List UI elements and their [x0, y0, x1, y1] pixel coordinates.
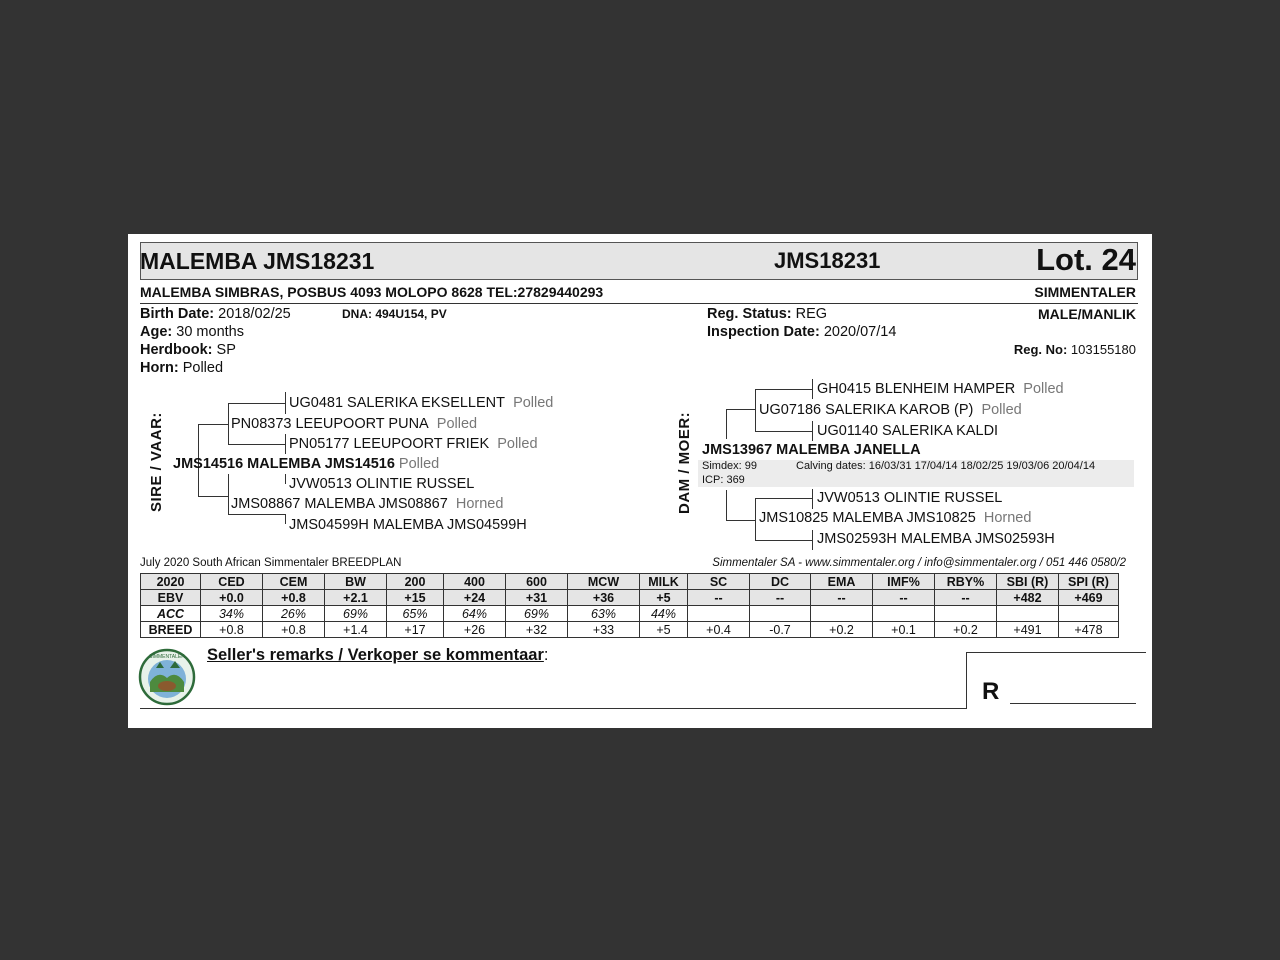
dam-ggd1: [817, 423, 998, 439]
acc-cell: [997, 606, 1059, 622]
dam-tree-line: [726, 490, 727, 520]
pedigree-name: JVW0513 OLINTIE RUSSEL: [289, 476, 475, 492]
association-logo-icon: [138, 648, 196, 706]
breedplan-note: July 2020 South African Simmentaler BREEDPLAN: [140, 557, 402, 569]
horn-value: Polled: [182, 360, 224, 376]
ebv-cell: +0.8: [263, 590, 325, 606]
acc-cell: [811, 606, 873, 622]
pedigree-name: UG07186 SALERIKA KAROB (P): [759, 402, 974, 418]
sire-tree-line: [228, 444, 286, 445]
ebv-cell: EBV: [141, 590, 201, 606]
ebv-cell: +31: [506, 590, 568, 606]
pedigree-horn: Polled: [436, 416, 478, 432]
sire-tree-line: [228, 474, 229, 514]
acc-cell: 65%: [387, 606, 444, 622]
ebv-cell: +469: [1059, 590, 1119, 606]
birth-date-label: Birth Date:: [140, 306, 215, 322]
inspection-date-label: Inspection Date:: [707, 324, 820, 340]
ebv-col-header: BW: [325, 574, 387, 590]
sire-tree-line: [198, 424, 228, 425]
pedigree-name: JMS08867 MALEMBA JMS08867: [231, 496, 448, 512]
animal-code: JMS18231: [774, 248, 881, 273]
ebv-col-header: 600: [506, 574, 568, 590]
ebv-col-header: MCW: [568, 574, 640, 590]
ebv-col-header: 2020: [141, 574, 201, 590]
sire-gd1: [231, 496, 503, 512]
ebv-header-row: [141, 574, 1119, 590]
owner-divider: [140, 303, 1138, 304]
dam-tree-line: [755, 389, 756, 431]
acc-cell: 44%: [640, 606, 688, 622]
sire-tree-line: [198, 496, 228, 497]
dam-ggs1: [817, 381, 1064, 397]
breed-cell: +32: [506, 622, 568, 638]
ebv-col-header: 200: [387, 574, 444, 590]
breed-cell: +1.4: [325, 622, 387, 638]
acc-cell: [750, 606, 811, 622]
sire-ggd2: [289, 517, 527, 533]
sire-tree-line: [285, 514, 286, 524]
pedigree-horn: Polled: [1023, 381, 1064, 397]
ebv-cell: --: [873, 590, 935, 606]
acc-cell: [1059, 606, 1119, 622]
dna-info: DNA: 494U154, PV: [342, 307, 447, 321]
breed-cell: +33: [568, 622, 640, 638]
ebv-table: [140, 573, 1119, 638]
ebv-cell: +15: [387, 590, 444, 606]
herdbook-value: SP: [216, 342, 236, 358]
birth-date: [140, 306, 291, 322]
pedigree-horn: Horned: [455, 496, 504, 512]
ebv-cell: +2.1: [325, 590, 387, 606]
dam: JMS13967 MALEMBA JANELLA: [702, 442, 921, 458]
pedigree-name: PN08373 LEEUPOORT PUNA: [231, 416, 429, 432]
breed-cell: +0.2: [811, 622, 873, 638]
ebv-cell: +24: [444, 590, 506, 606]
reg-no-value: 103155180: [1070, 342, 1136, 357]
acc-cell: 26%: [263, 606, 325, 622]
reg-no-label: Reg. No:: [1013, 342, 1068, 357]
inspection-date-value: 2020/07/14: [823, 324, 897, 340]
dam-tree-line: [755, 389, 813, 390]
inspection-date: [707, 324, 896, 340]
dam-tree-line: [812, 379, 813, 399]
pedigree-name: JMS14516 MALEMBA JMS14516: [173, 456, 395, 472]
pedigree-name: JMS04599H MALEMBA JMS04599H: [289, 517, 527, 533]
dam-ggs2: [817, 490, 1002, 506]
pedigree-horn: Polled: [398, 456, 440, 472]
sire-tree-line: [228, 403, 229, 444]
ebv-cell: --: [688, 590, 750, 606]
ebv-cell: --: [811, 590, 873, 606]
sire-ggs1: [289, 395, 553, 411]
acc-row: [141, 606, 1119, 622]
sire-tree-line: [285, 434, 286, 454]
dam-tree-line: [726, 409, 756, 410]
price-box-left: [966, 652, 967, 709]
sire: [173, 456, 439, 472]
sellers-remarks-label: Seller's remarks / Verkoper se kommentaar: [207, 646, 544, 664]
breed-cell: +5: [640, 622, 688, 638]
breed-cell: +0.2: [935, 622, 997, 638]
sire-ggs2: [289, 476, 474, 492]
acc-cell: [873, 606, 935, 622]
dam-label: DAM / MOER:: [676, 411, 693, 514]
ebv-col-header: RBY%: [935, 574, 997, 590]
dam-tree-line: [812, 421, 813, 441]
ebv-cell: +482: [997, 590, 1059, 606]
ebv-col-header: 400: [444, 574, 506, 590]
pedigree-name: PN05177 LEEUPOORT FRIEK: [289, 436, 490, 452]
acc-cell: 63%: [568, 606, 640, 622]
pedigree-name: JMS02593H MALEMBA JMS02593H: [817, 531, 1055, 547]
breed-cell: +0.1: [873, 622, 935, 638]
pedigree-name: GH0415 BLENHEIM HAMPER: [817, 381, 1016, 397]
acc-cell: 34%: [201, 606, 263, 622]
dam-gs1: [759, 402, 1022, 418]
acc-cell: 69%: [506, 606, 568, 622]
breed-row: [141, 622, 1119, 638]
price-label: R: [982, 678, 1000, 705]
ebv-cell: +5: [640, 590, 688, 606]
sire-gs1: [231, 416, 477, 432]
breed-cell: -0.7: [750, 622, 811, 638]
reg-status: [707, 306, 827, 322]
association-contact: Simmentaler SA - www.simmentaler.org / info@simmentaler.org / 051 446 0580/2: [712, 557, 1126, 569]
ebv-cell: --: [935, 590, 997, 606]
ebv-col-header: MILK: [640, 574, 688, 590]
ebv-cell: +0.0: [201, 590, 263, 606]
price-input-line: [1010, 703, 1136, 704]
lot-number: Lot. 24: [1036, 242, 1136, 277]
reg-status-label: Reg. Status:: [707, 306, 792, 322]
pedigree-horn: Polled: [497, 436, 538, 452]
breed-cell: +26: [444, 622, 506, 638]
breed-name: SIMMENTALER: [1034, 284, 1136, 300]
dam-tree-line: [726, 409, 727, 439]
breed-cell: +0.8: [263, 622, 325, 638]
herdbook: [140, 342, 236, 358]
breed-cell: +478: [1059, 622, 1119, 638]
icp: ICP: 369: [702, 474, 745, 486]
pedigree-name: JMS10825 MALEMBA JMS10825: [759, 510, 976, 526]
acc-cell: 64%: [444, 606, 506, 622]
age-label: Age:: [140, 324, 173, 340]
sellers-remarks: [207, 646, 548, 665]
ebv-col-header: CEM: [263, 574, 325, 590]
pedigree-horn: Polled: [513, 395, 554, 411]
svg-text:SIMMENTALER: SIMMENTALER: [149, 654, 185, 660]
pedigree-name: UG0481 SALERIKA EKSELLENT: [289, 395, 505, 411]
ebv-col-header: EMA: [811, 574, 873, 590]
price-box-top: [966, 652, 1146, 653]
sire-label: SIRE / VAAR:: [148, 412, 165, 512]
breed-cell: +17: [387, 622, 444, 638]
dam-ggd2: [817, 531, 1055, 547]
dam-tree-line: [812, 530, 813, 550]
reg-no: [1014, 342, 1136, 357]
ebv-cell: +36: [568, 590, 640, 606]
sire-tree-line: [228, 514, 286, 515]
dam-tree-line: [755, 498, 756, 540]
ebv-cell: --: [750, 590, 811, 606]
breed-cell: +0.8: [201, 622, 263, 638]
age: [140, 324, 244, 340]
herdbook-label: Herdbook:: [140, 342, 213, 358]
ebv-col-header: SBI (R): [997, 574, 1059, 590]
dam-gd1: [759, 510, 1031, 526]
lot-card: [128, 234, 1152, 728]
animal-name: MALEMBA JMS18231: [140, 248, 375, 274]
ebv-col-header: CED: [201, 574, 263, 590]
dam-tree-line: [726, 520, 756, 521]
ebv-col-header: SPI (R): [1059, 574, 1119, 590]
acc-cell: ACC: [141, 606, 201, 622]
remarks-bottom-line: [140, 708, 966, 709]
sire-tree-line: [285, 392, 286, 414]
sex: MALE/MANLIK: [1038, 306, 1136, 322]
ebv-col-header: DC: [750, 574, 811, 590]
horn-label: Horn:: [140, 360, 179, 376]
breed-cell: +0.4: [688, 622, 750, 638]
reg-status-value: REG: [795, 306, 828, 322]
dam-tree-line: [755, 540, 813, 541]
dam-tree-line: [755, 431, 813, 432]
ebv-col-header: SC: [688, 574, 750, 590]
sire-ggd1: [289, 436, 538, 452]
ebv-row: [141, 590, 1119, 606]
ebv-col-header: IMF%: [873, 574, 935, 590]
owner-info: MALEMBA SIMBRAS, POSBUS 4093 MOLOPO 8628 TEL:27829440293: [140, 284, 604, 300]
birth-date-value: 2018/02/25: [218, 306, 291, 322]
breed-cell: BREED: [141, 622, 201, 638]
pedigree-name: JVW0513 OLINTIE RUSSEL: [817, 490, 1003, 506]
simdex: Simdex: 99: [702, 460, 758, 472]
breed-cell: +491: [997, 622, 1059, 638]
pedigree-horn: Polled: [981, 402, 1022, 418]
sellers-remarks-colon: :: [543, 646, 549, 664]
age-value: 30 months: [176, 324, 244, 340]
dam-tree-line: [755, 498, 813, 499]
pedigree-name: UG01140 SALERIKA KALDI: [817, 423, 999, 439]
dam-tree-line: [812, 489, 813, 509]
acc-cell: [688, 606, 750, 622]
pedigree-horn: Horned: [983, 510, 1032, 526]
acc-cell: 69%: [325, 606, 387, 622]
calving-dates: Calving dates: 16/03/31 17/04/14 18/02/25 19/03/06 20/04/14: [796, 460, 1096, 472]
sire-tree-line: [228, 403, 286, 404]
horn: [140, 360, 223, 376]
sire-tree-line: [285, 474, 286, 484]
acc-cell: [935, 606, 997, 622]
